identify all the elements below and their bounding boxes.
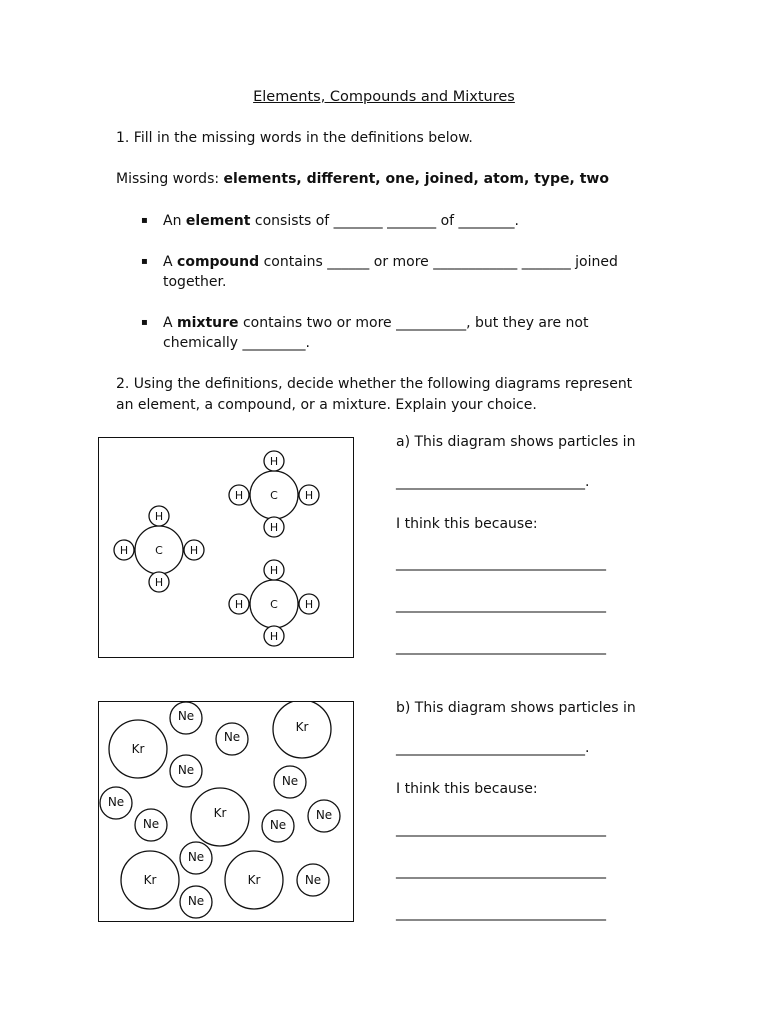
neon-label: Ne — [269, 818, 287, 832]
definition-mixture-line2: chemically _________. — [163, 335, 310, 351]
krypton-atom — [225, 851, 283, 909]
diagram-a-box — [98, 437, 354, 658]
part-b-answer-line[interactable]: ______________________________ — [396, 821, 606, 837]
carbon-label: C — [270, 598, 278, 611]
part-b-answer-line[interactable]: ______________________________ — [396, 863, 606, 879]
hydrogen-label: H — [269, 630, 279, 643]
part-a-prompt: a) This diagram shows particles in — [396, 434, 636, 450]
question-1-instruction: 1. Fill in the missing words in the definitions below. — [116, 130, 473, 146]
definition-text: consists of _______ _______ of ________. — [250, 213, 519, 229]
bullet-icon: ▪ — [141, 256, 148, 267]
krypton-atom — [273, 702, 331, 758]
missing-words-list: elements, different, one, joined, atom, type, two — [223, 171, 609, 187]
bullet-icon: ▪ — [141, 215, 148, 226]
definition-term: compound — [177, 254, 260, 270]
carbon-label: C — [270, 489, 278, 502]
neon-atom — [180, 886, 212, 918]
neon-atom — [135, 809, 167, 841]
part-b-reason-label: I think this because: — [396, 781, 538, 797]
question-2-line: an element, a compound, or a mixture. Explain your choice. — [116, 397, 537, 413]
definition-mixture — [163, 313, 588, 333]
krypton-label: Kr — [131, 742, 145, 756]
definition-text: An — [163, 213, 186, 229]
definition-term: mixture — [177, 315, 239, 331]
definition-text: contains ______ or more ____________ _______ joined — [259, 254, 618, 270]
hydrogen-label: H — [154, 576, 164, 589]
neon-label: Ne — [187, 850, 205, 864]
neon-atom — [274, 766, 306, 798]
neon-label: Ne — [142, 817, 160, 831]
part-a-answer-blank[interactable]: ___________________________. — [396, 474, 590, 490]
part-a-reason-label: I think this because: — [396, 516, 538, 532]
worksheet-title: Elements, Compounds and Mixtures — [253, 89, 515, 105]
definition-text: A — [163, 254, 178, 270]
diagram-a — [99, 438, 353, 657]
neon-atom — [216, 723, 248, 755]
part-b-prompt: b) This diagram shows particles in — [396, 700, 636, 716]
diagram-b-box — [98, 701, 354, 922]
neon-label: Ne — [315, 808, 333, 822]
krypton-label: Kr — [295, 720, 309, 734]
neon-label: Ne — [107, 795, 125, 809]
definition-compound — [163, 252, 618, 272]
neon-atom — [170, 755, 202, 787]
neon-label: Ne — [187, 894, 205, 908]
hydrogen-label: H — [269, 521, 279, 534]
krypton-atom — [191, 788, 249, 846]
neon-atom — [100, 787, 132, 819]
carbon-label: C — [155, 544, 163, 557]
neon-label: Ne — [177, 709, 195, 723]
neon-atom — [180, 842, 212, 874]
neon-atom — [308, 800, 340, 832]
missing-words-label: Missing words: — [116, 171, 224, 187]
hydrogen-label: H — [304, 489, 314, 502]
definition-element — [163, 211, 519, 231]
part-a-answer-line[interactable]: ______________________________ — [396, 597, 606, 613]
krypton-label: Kr — [213, 806, 227, 820]
hydrogen-label: H — [269, 564, 279, 577]
part-b-answer-line[interactable]: ______________________________ — [396, 905, 606, 921]
missing-words-line — [116, 171, 609, 187]
methane-molecule — [229, 560, 319, 646]
hydrogen-label: H — [234, 489, 244, 502]
methane-molecule — [114, 506, 204, 592]
neon-label: Ne — [281, 774, 299, 788]
hydrogen-label: H — [269, 455, 279, 468]
krypton-label: Kr — [143, 873, 157, 887]
neon-atom — [262, 810, 294, 842]
question-2-instruction — [116, 374, 632, 416]
krypton-atom — [109, 720, 167, 778]
part-a-answer-line[interactable]: ______________________________ — [396, 639, 606, 655]
part-b-answer-blank[interactable]: ___________________________. — [396, 740, 590, 756]
definition-compound-line2: together. — [163, 274, 227, 290]
neon-atom — [297, 864, 329, 896]
question-2-line: 2. Using the definitions, decide whether the following diagrams represent — [116, 376, 633, 392]
definition-text: A — [163, 315, 178, 331]
hydrogen-label: H — [234, 598, 244, 611]
diagram-b — [99, 702, 353, 921]
neon-atom — [170, 702, 202, 734]
part-a-answer-line[interactable]: ______________________________ — [396, 555, 606, 571]
bullet-icon: ▪ — [141, 317, 148, 328]
hydrogen-label: H — [189, 544, 199, 557]
krypton-label: Kr — [247, 873, 261, 887]
neon-label: Ne — [223, 730, 241, 744]
krypton-atom — [121, 851, 179, 909]
neon-label: Ne — [304, 873, 322, 887]
hydrogen-label: H — [304, 598, 314, 611]
hydrogen-label: H — [119, 544, 129, 557]
hydrogen-label: H — [154, 510, 164, 523]
methane-molecule — [229, 451, 319, 537]
definition-text: contains two or more __________, but they are not — [238, 315, 589, 331]
neon-label: Ne — [177, 763, 195, 777]
definition-term: element — [185, 213, 251, 229]
